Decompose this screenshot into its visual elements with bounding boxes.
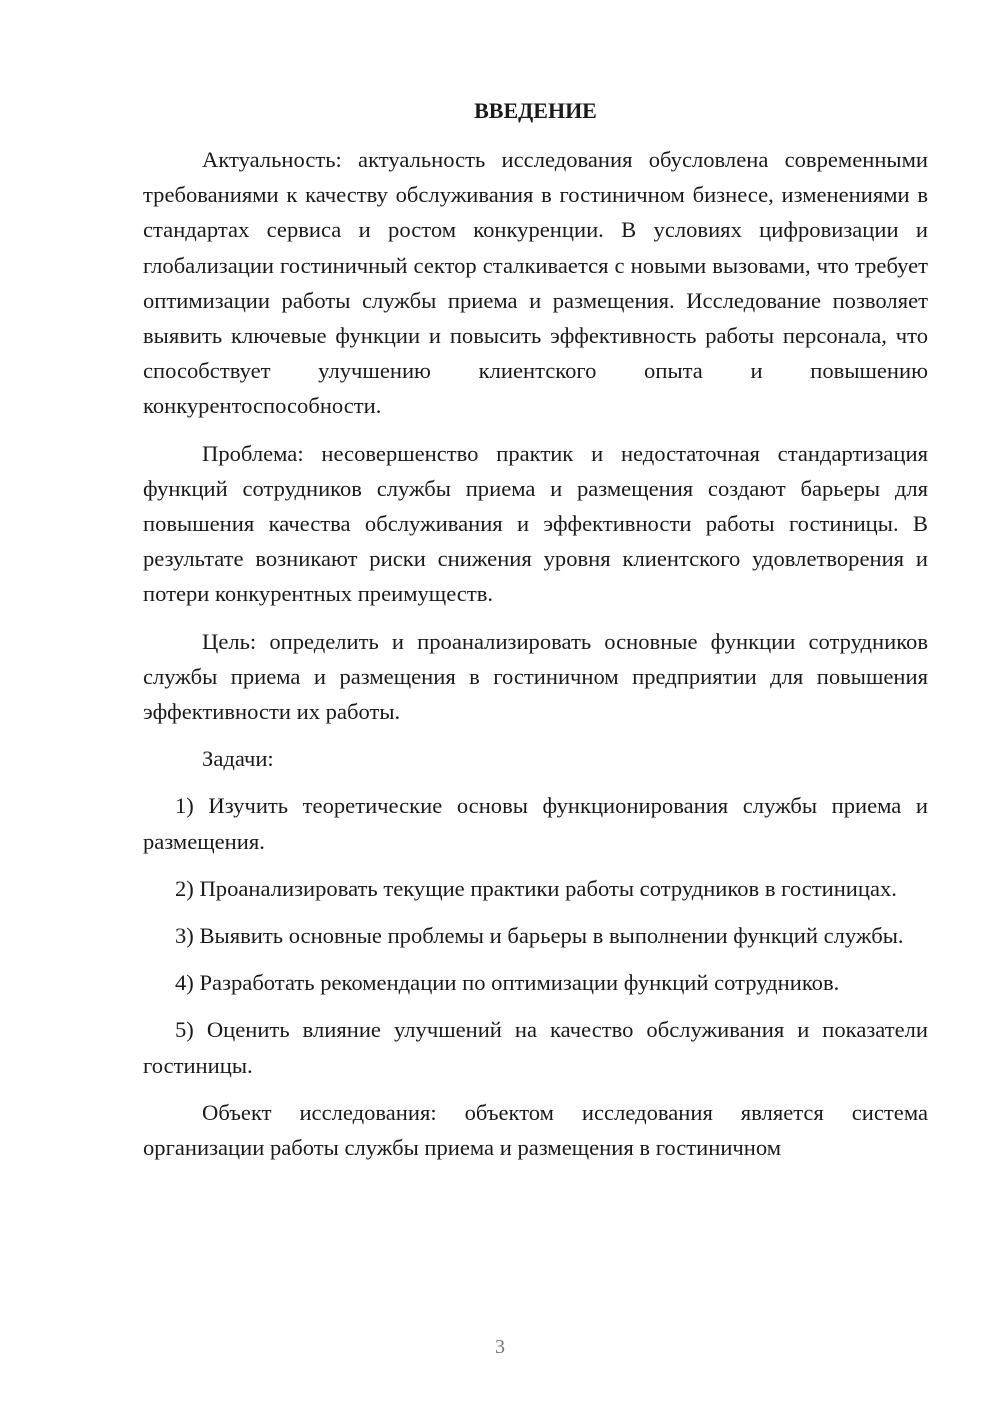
document-body [143,92,928,1177]
tasks-label: Задачи: [202,746,274,772]
page-number: 3 [495,1336,505,1358]
task-item: 4) Разработать рекомендации по оптимизации функций сотрудников. [175,970,840,996]
object-paragraph: Объект исследования: объектом исследования является система организации работы службы приема и размещения в гостиничном [143,1099,928,1161]
task-item: 3) Выявить основные проблемы и барьеры в выполнении функций службы. [175,923,904,949]
task-item: 2) Проанализировать текущие практики работы сотрудников в гостиницах. [175,875,897,901]
goal-paragraph: Цель: определить и проанализировать основные функции сотрудников службы приема и размещения в гостиничном предприятии для повышения эффективности их работы. [143,628,928,725]
relevance-paragraph: Актуальность: актуальность исследования обусловлена современными требованиями к качеству обслуживания в гостиничном бизнесе, изменениями в стандартах сервиса и ростом конкуренции. В условиях цифровизации и глобализации гостиничный сектор сталкивается с новыми вызовами, что требует оптимизации работы службы приема и размещения. Исследование позволяет выявить ключевые функции и повысить эффективность работы персонала, что способствует улучшению клиентского опыта и повышению конкурентоспособности. [143,147,928,419]
section-heading: ВВЕДЕНИЕ [474,98,597,123]
task-item: 5) Оценить влияние улучшений на качество обслуживания и показатели гостиницы. [143,1017,928,1078]
task-item: 1) Изучить теоретические основы функционирования службы приема и размещения. [143,793,928,854]
problem-paragraph: Проблема: несовершенство практик и недостаточная стандартизация функций сотрудников службы приема и размещения создают барьеры для повышения качества обслуживания и эффективности работы гостиницы. В результате возникают риски снижения уровня клиентского удовлетворения и потери конкурентных преимуществ. [143,440,928,607]
